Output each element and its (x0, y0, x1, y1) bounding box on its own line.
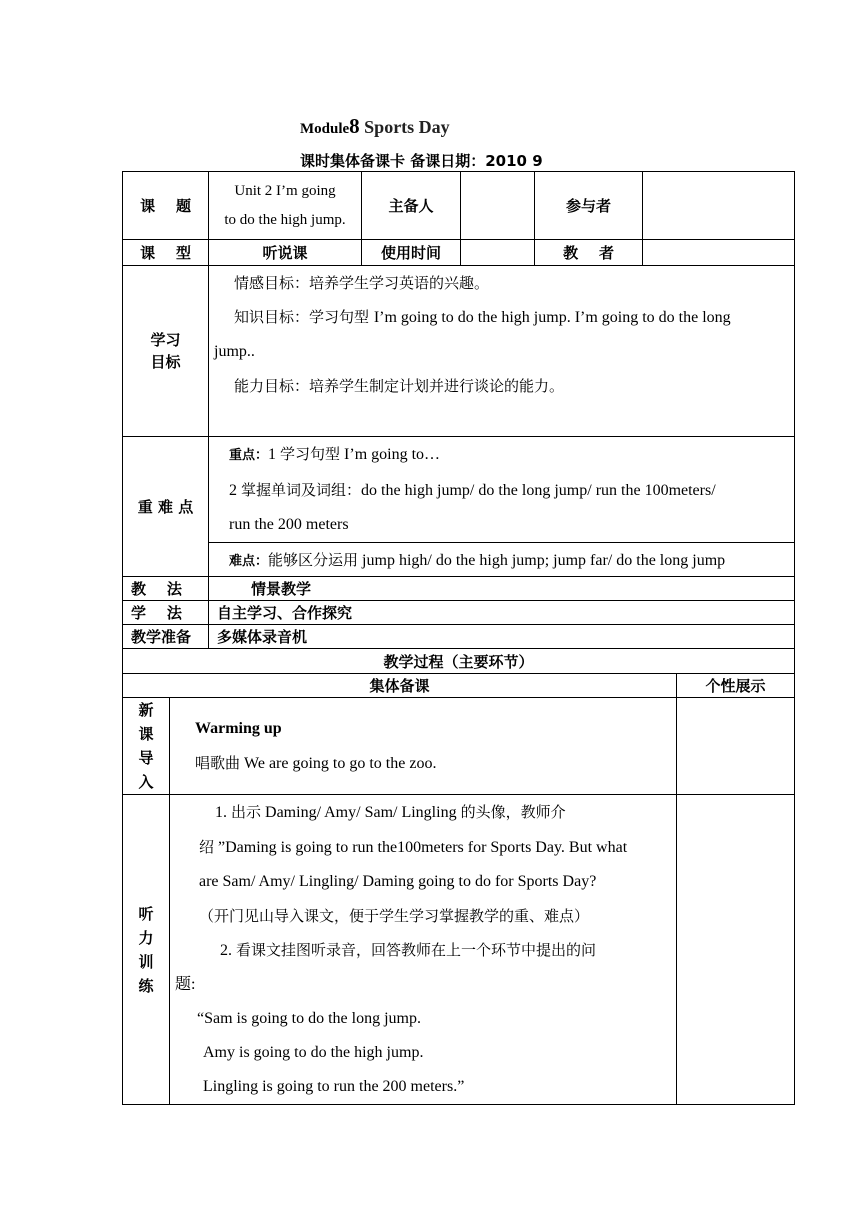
preparer-label: 主备人 (362, 172, 461, 240)
key-point-1: 重点：1 学习句型 I’m going to… (229, 445, 441, 463)
study-value: 自主学习、合作探究 (209, 601, 795, 625)
difficult-points-row (123, 543, 795, 577)
type-label: 课 型 (123, 240, 209, 266)
listening-label-char: 练 (138, 976, 154, 995)
topic-label: 课 题 (123, 172, 209, 240)
listening-line: Amy is going to do the high jump. (203, 1044, 424, 1061)
listening-label-char: 听 (138, 904, 154, 923)
title-rest: Sports Day (359, 117, 450, 137)
key-points-row (123, 437, 795, 543)
warmup-label (123, 698, 170, 795)
listening-line: 绍 ”Daming is going to run the100meters for Sports Day. But what (199, 838, 628, 856)
objectives-label (123, 266, 209, 437)
objectives-label-line2: 目标 (150, 353, 181, 371)
method-row (123, 577, 795, 601)
listening-line: （开门见山导入课文，便于学生学习掌握教学的重、难点） (199, 907, 590, 925)
objective-knowledge-cont: jump.. (214, 343, 255, 360)
listening-line: are Sam/ Amy/ Lingling/ Daming going to do for Sports Day? (199, 873, 597, 890)
objective-emotion: 情感目标：培养学生学习英语的兴趣。 (234, 274, 490, 292)
lesson-plan-table (122, 171, 795, 1105)
teacher-label: 教 者 (535, 240, 643, 266)
subtitle: 课时集体备课卡 备课日期：2010 9 (300, 152, 543, 170)
warmup-label-char: 新 (138, 701, 154, 719)
prep-row (123, 625, 795, 649)
objectives-content (209, 266, 795, 437)
study-row (123, 601, 795, 625)
listening-line: 题: (175, 976, 196, 993)
listening-label-char: 训 (138, 952, 154, 971)
key-points-label: 重 难 点 (123, 437, 209, 577)
objectives-row (123, 266, 795, 437)
prep-label: 教学准备 (123, 625, 209, 649)
listening-line: “Sam is going to do the long jump. (197, 1010, 421, 1027)
warmup-song: 唱歌曲 We are going to go to the zoo. (195, 753, 437, 772)
difficult-points-content: 难点：能够区分运用 jump high/ do the high jump; jump far/ do the long jump (209, 543, 795, 577)
warmup-content (170, 698, 677, 795)
preparer-value (461, 172, 535, 240)
study-label: 学 法 (123, 601, 209, 625)
listening-personal (677, 795, 795, 1105)
participants-value (643, 172, 795, 240)
listening-label-char: 力 (138, 928, 154, 947)
teacher-value (643, 240, 795, 266)
method-label: 教 法 (123, 577, 209, 601)
title-number: 8 (349, 114, 360, 138)
warmup-label-char: 课 (138, 725, 154, 743)
type-row (123, 240, 795, 266)
listening-label (123, 795, 170, 1105)
participants-label: 参与者 (535, 172, 643, 240)
key-point-2: 2 掌握单词及词组：do the high jump/ do the long jump/ run the 100meters/ (229, 481, 716, 499)
objective-ability: 能力目标：培养学生制定计划并进行谈论的能力。 (234, 377, 565, 395)
prep-value: 多媒体录音机 (209, 625, 795, 649)
objectives-label-line1: 学习 (150, 331, 181, 349)
listening-line: Lingling is going to run the 200 meters.” (203, 1078, 465, 1095)
time-value (461, 240, 535, 266)
process-header: 教学过程（主要环节） (123, 649, 795, 674)
objective-knowledge: 知识目标：学习句型 I’m going to do the high jump. I’m going to do the long (234, 308, 731, 326)
listening-line: 2. 看课文挂图听录音，回答教师在上一个环节中提出的问 (220, 941, 597, 959)
subheader-row (123, 674, 795, 698)
type-value: 听说课 (209, 240, 362, 266)
process-header-row (123, 649, 795, 674)
warmup-row (123, 698, 795, 795)
title-prefix: Module (300, 121, 350, 137)
time-label: 使用时间 (362, 240, 461, 266)
topic-line2: to do the high jump. (224, 211, 346, 228)
method-value: 情景教学 (209, 577, 795, 601)
listening-row (123, 795, 795, 1105)
collective-header: 集体备课 (123, 674, 677, 698)
topic-line1: Unit 2 I’m going (234, 182, 336, 199)
topic-value (209, 172, 362, 240)
warmup-title: Warming up (195, 719, 282, 737)
key-point-3: run the 200 meters (229, 516, 349, 533)
key-points-content (209, 437, 795, 543)
warmup-personal (677, 698, 795, 795)
topic-row (123, 172, 795, 240)
warmup-label-char: 入 (138, 773, 154, 791)
personal-header: 个性展示 (677, 674, 795, 698)
page-title (300, 114, 450, 139)
listening-line: 1. 出示 Daming/ Amy/ Sam/ Lingling 的头像，教师介 (215, 803, 566, 821)
listening-content (170, 795, 677, 1105)
warmup-label-char: 导 (138, 749, 154, 767)
